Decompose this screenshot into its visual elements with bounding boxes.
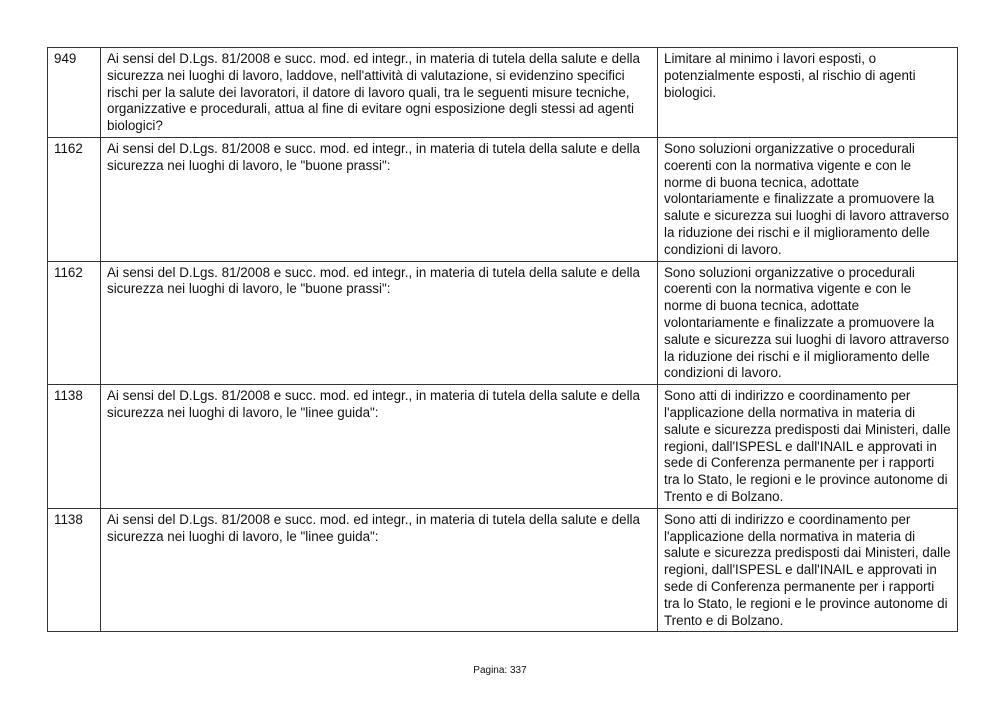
question-text: Ai sensi del D.Lgs. 81/2008 e succ. mod. ed integr., in materia di tutela della salute e della sicurezza nei luoghi di lavoro, le "buone prassi": — [101, 137, 658, 261]
table-row — [48, 508, 958, 632]
question-id: 1138 — [48, 385, 101, 509]
question-text: Ai sensi del D.Lgs. 81/2008 e succ. mod. ed integr., in materia di tutela della salute e della sicurezza nei luoghi di lavoro, le "buone prassi": — [101, 261, 658, 385]
question-id: 1138 — [48, 508, 101, 632]
question-text: Ai sensi del D.Lgs. 81/2008 e succ. mod. ed integr., in materia di tutela della salute e della sicurezza nei luoghi di lavoro, le "linee guida": — [101, 385, 658, 509]
question-id: 1162 — [48, 261, 101, 385]
table-row — [48, 261, 958, 385]
question-id: 949 — [48, 48, 101, 138]
answer-text: Limitare al minimo i lavori esposti, o potenzialmente esposti, al rischio di agenti biologici. — [658, 48, 958, 138]
answer-text: Sono atti di indirizzo e coordinamento per l'applicazione della normativa in materia di salute e sicurezza predisposti dai Ministeri, dalle regioni, dall'ISPESL e dall'INAIL e approvati in sede di Conferenza permanente per i rapporti tra lo Stato, le regioni e le province autonome di Trento e di Bolzano. — [658, 385, 958, 509]
answer-text: Sono soluzioni organizzative o procedurali coerenti con la normativa vigente e con le norme di buona tecnica, adottate volontariamente e finalizzate a promuovere la salute e sicurezza sui luoghi di lavoro attraverso la riduzione dei rischi e il miglioramento delle condizioni di lavoro. — [658, 261, 958, 385]
question-text: Ai sensi del D.Lgs. 81/2008 e succ. mod. ed integr., in materia di tutela della salute e della sicurezza nei luoghi di lavoro, le "linee guida": — [101, 508, 658, 632]
table-row — [48, 48, 958, 138]
answer-text: Sono soluzioni organizzative o procedurali coerenti con la normativa vigente e con le norme di buona tecnica, adottate volontariamente e finalizzate a promuovere la salute e sicurezza sui luoghi di lavoro attraverso la riduzione dei rischi e il miglioramento delle condizioni di lavoro. — [658, 137, 958, 261]
table-row — [48, 137, 958, 261]
table-row — [48, 385, 958, 509]
answer-text: Sono atti di indirizzo e coordinamento per l'applicazione della normativa in materia di salute e sicurezza predisposti dai Ministeri, dalle regioni, dall'ISPESL e dall'INAIL e approvati in sede di Conferenza permanente per i rapporti tra lo Stato, le regioni e le province autonome di Trento e di Bolzano. — [658, 508, 958, 632]
page-number: Pagina: 337 — [473, 665, 527, 676]
question-table — [47, 47, 958, 632]
question-id: 1162 — [48, 137, 101, 261]
question-text: Ai sensi del D.Lgs. 81/2008 e succ. mod. ed integr., in materia di tutela della salute e della sicurezza nei luoghi di lavoro, laddove, nell'attività di valutazione, si evidenzino specifici rischi per la salute dei lavoratori, il datore di lavoro quali, tra le seguenti misure tecniche, organizzative e procedurali, attua al fine di evitare ogni esposizione degli stessi ad agenti biologici? — [101, 48, 658, 138]
